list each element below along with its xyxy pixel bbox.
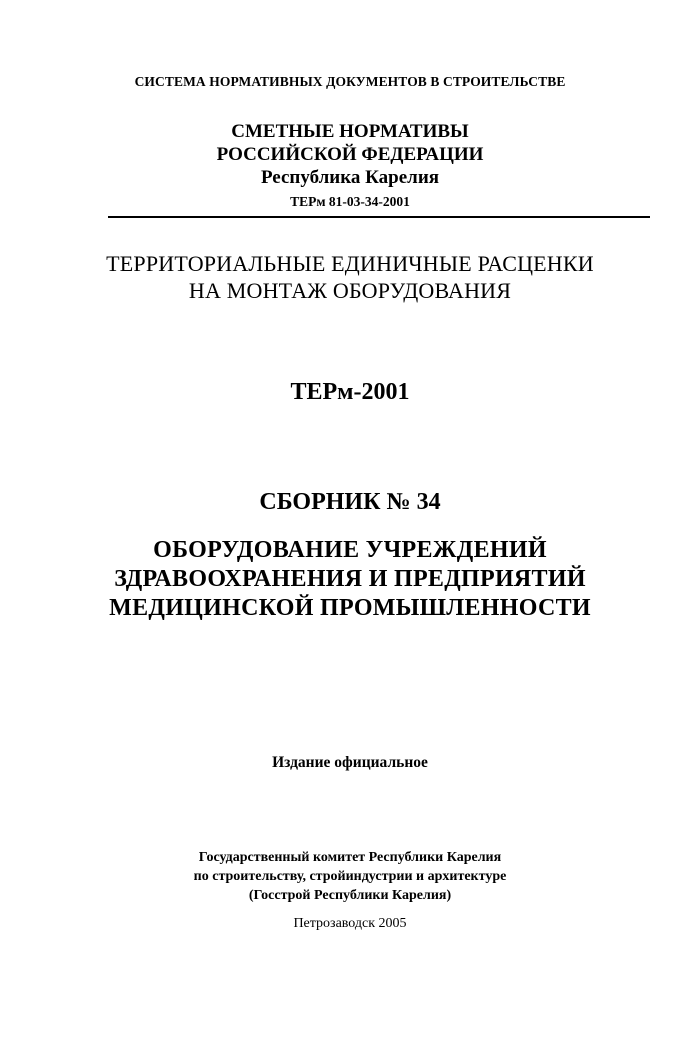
document-series: СИСТЕМА НОРМАТИВНЫХ ДОКУМЕНТОВ В СТРОИТЕЛЬСТВЕ: [134, 74, 566, 89]
header-divider: [108, 216, 650, 218]
norms-heading-line-1: СМЕТНЫЕ НОРМАТИВЫ: [231, 121, 469, 142]
collection-subject-line-1: ОБОРУДОВАНИЕ УЧРЕЖДЕНИЙ: [153, 537, 547, 563]
publisher-line-3: (Госстрой Республики Карелия): [248, 888, 452, 903]
norms-heading-line-2: РОССИЙСКОЙ ФЕДЕРАЦИИ: [216, 144, 484, 165]
document-title-line-1: ТЕРРИТОРИАЛЬНЫЕ ЕДИНИЧНЫЕ РАСЦЕНКИ: [106, 251, 594, 276]
document-code: ТЕРм 81-03-34-2001: [290, 194, 410, 209]
publisher-line-2: по строительству, стройиндустрии и архитектуре: [193, 869, 507, 884]
document-title-line-2: НА МОНТАЖ ОБОРУДОВАНИЯ: [188, 278, 512, 303]
collection-subject-line-3: МЕДИЦИНСКОЙ ПРОМЫШЛЕННОСТИ: [109, 595, 591, 621]
place-and-year: Петрозаводск 2005: [293, 916, 407, 931]
region-name: Республика Карелия: [260, 167, 440, 188]
edition-note: Издание официальное: [272, 754, 428, 771]
short-code: ТЕРм-2001: [290, 379, 410, 405]
collection-number: СБОРНИК № 34: [259, 489, 441, 515]
publisher-line-1: Государственный комитет Республики Карелия: [198, 850, 502, 865]
collection-subject-line-2: ЗДРАВООХРАНЕНИЯ И ПРЕДПРИЯТИЙ: [114, 566, 586, 592]
